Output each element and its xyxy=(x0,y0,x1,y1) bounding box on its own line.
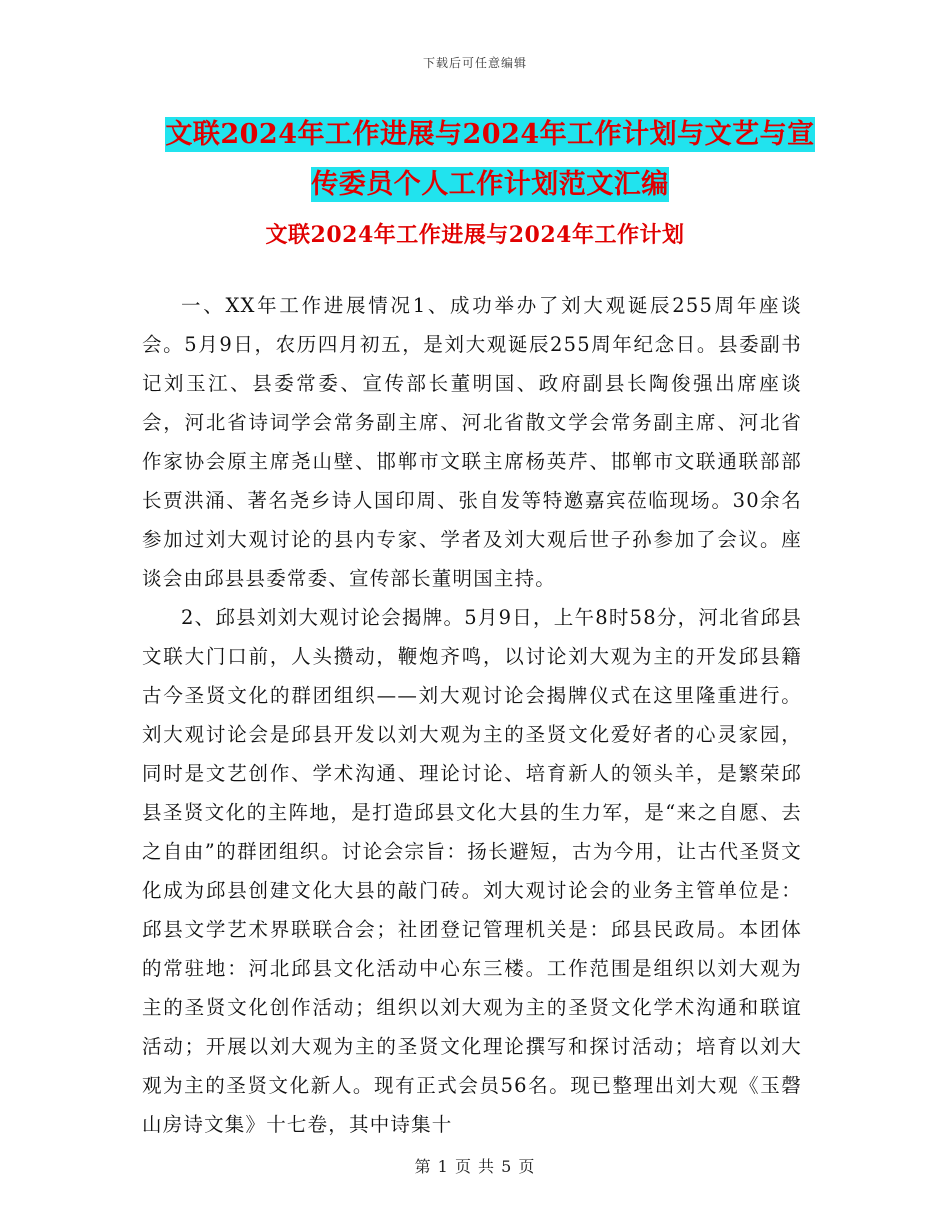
paragraph-1: 一、XX年工作进展情况1、成功举办了刘大观诞辰255周年座谈会。5月9日，农历四月初五，是刘大观诞辰255周年纪念日。县委副书记刘玉江、县委常委、宣传部长董明国、政府副县长陶俊强出席座谈会，河北省诗词学会常务副主席、河北省散文学会常务副主席、河北省作家协会原主席尧山壁、邯郸市文联主席杨英芹、邯郸市文联通联部部长贾洪涌、著名尧乡诗人国印周、张自发等特邀嘉宾莅临现场。30余名参加过刘大观讨论的县内专家、学者及刘大观后世子孙参加了会议。座谈会由邱县县委常委、宣传部长董明国主持。 xyxy=(142,294,802,590)
section-title: 文联2024年工作进展与2024年工作计划 xyxy=(265,222,685,248)
body-text xyxy=(142,286,802,1144)
page-footer: 第 1 页 共 5 页 xyxy=(414,1157,536,1176)
paragraph-2: 2、邱县刘刘大观讨论会揭牌。5月9日，上午8时58分，河北省邱县文联大门口前，人头攒动，鞭炮齐鸣，以讨论刘大观为主的开发邱县籍古今圣贤文化的群团组织——刘大观讨论会揭牌仪式在这里隆重进行。刘大观讨论会是邱县开发以刘大观为主的圣贤文化爱好者的心灵家园，同时是文艺创作、学术沟通、理论讨论、培育新人的领头羊，是繁荣邱县圣贤文化的主阵地，是打造邱县文化大县的生力军，是“来之自愿、去之自由”的群团组织。讨论会宗旨：扬长避短，古为今用，让古代圣贤文化成为邱县创建文化大县的敲门砖。刘大观讨论会的业务主管单位是：邱县文学艺术界联联合会；社团登记管理机关是：邱县民政局。本团体的常驻地：河北邱县文化活动中心东三楼。工作范围是组织以刘大观为主的圣贤文化创作活动；组织以刘大观为主的圣贤文化学术沟通和联谊活动；开展以刘大观为主的圣贤文化理论撰写和探讨活动；培育以刘大观为主的圣贤文化新人。现有正式会员56名。现已整理出刘大观《玉磬山房诗文集》十七卷，其中诗集十 xyxy=(142,606,802,1136)
document-title xyxy=(140,110,840,210)
header-note: 下载后可任意编辑 xyxy=(422,56,527,70)
title-line-2: 传委员个人工作计划范文汇编 xyxy=(311,169,669,200)
title-line-1: 文联2024年工作进展与2024年工作计划与文艺与宣 xyxy=(165,119,815,150)
